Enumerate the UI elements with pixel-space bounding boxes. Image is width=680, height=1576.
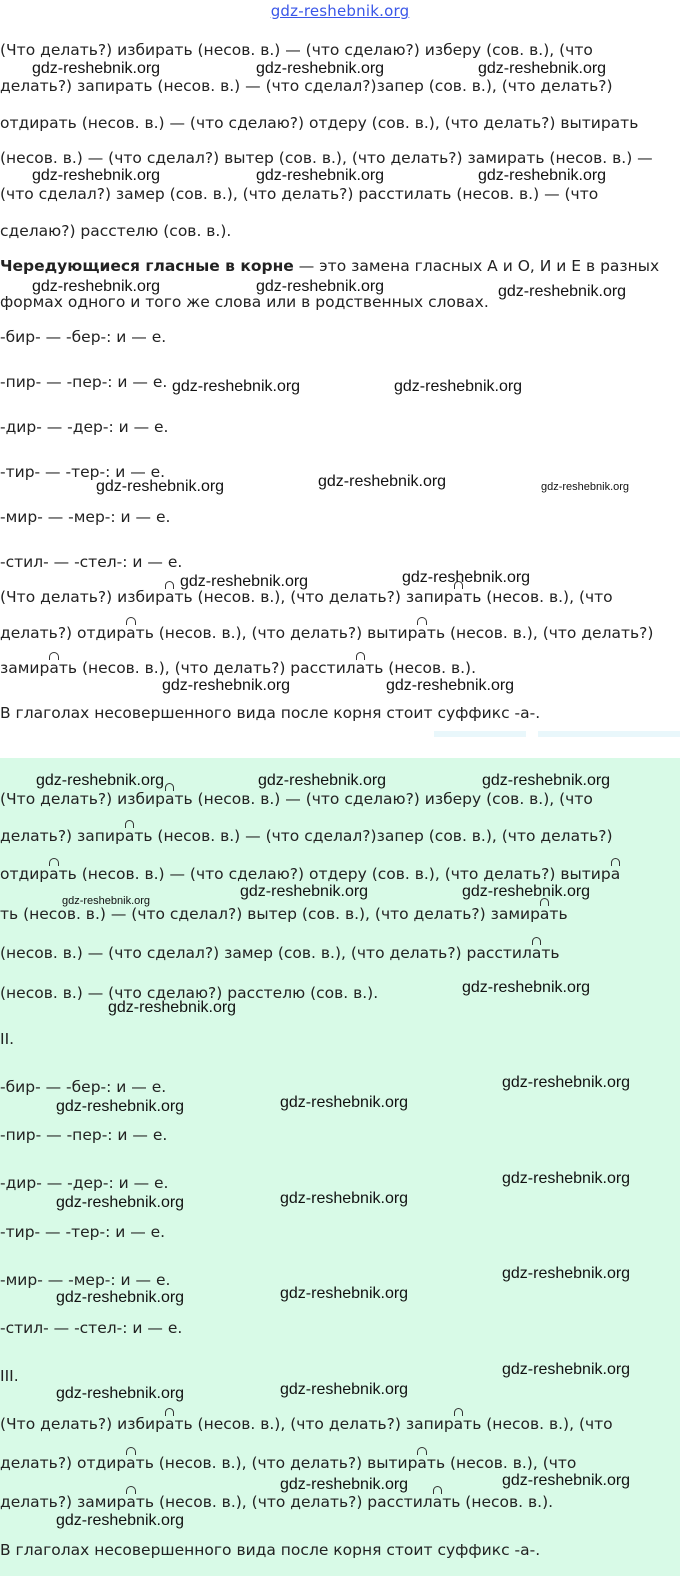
top-text-line: делать?) запирать (несов. в.) — (что сделал?)запер (сов. в.), (что делать?) [0, 77, 613, 95]
top-text-line: (что сделал?) замер (сов. в.), (что делать?) расстилать (несов. в.) — (что [0, 185, 599, 203]
answer-line: (несов. в.) — (что сделал?) замер (сов. в.), (что делать?) расстилать [0, 944, 560, 962]
root-pair: -дир- — -дер-: и — е. [0, 418, 169, 436]
stress-mark: а [417, 1454, 427, 1472]
stress-mark: а [453, 588, 464, 606]
stress-line: замирать (несов. в.), (что делать?) расстилать (несов. в.). [0, 659, 477, 677]
watermark: gdz-reshebnik.org [541, 481, 630, 493]
watermark: gdz-reshebnik.org [280, 1285, 409, 1302]
divider-stripe [434, 731, 526, 737]
watermark: gdz-reshebnik.org [502, 1074, 631, 1091]
watermark: gdz-reshebnik.org [318, 473, 447, 490]
watermark: gdz-reshebnik.org [256, 60, 385, 77]
site-watermark-header[interactable]: gdz-reshebnik.org [270, 2, 410, 20]
top-text-line: (несов. в.) — (что сделал?) вытер (сов. в.), (что делать?) замирать (несов. в.) — [0, 149, 653, 167]
top-text-line: (Что делать?) избирать (несов. в.) — (что сделаю?) изберу (сов. в.), (что [0, 41, 593, 59]
root-pair: -тир- — -тер-: и — е. [0, 1223, 166, 1241]
answer-line: отдирать (несов. в.) — (что сделаю?) отдеру (сов. в.), (что делать?) вытира [0, 865, 621, 883]
watermark: gdz-reshebnik.org [180, 573, 309, 590]
watermark: gdz-reshebnik.org [280, 1381, 409, 1398]
watermark: gdz-reshebnik.org [162, 677, 291, 694]
watermark: gdz-reshebnik.org [482, 772, 611, 789]
rule-term: Чередующиеся гласные в корне [0, 257, 294, 275]
watermark: gdz-reshebnik.org [258, 772, 387, 789]
watermark: gdz-reshebnik.org [280, 1094, 409, 1111]
section-number: II. [0, 1030, 15, 1048]
watermark: gdz-reshebnik.org [502, 1472, 631, 1489]
stress-mark: а [432, 1493, 443, 1511]
root-pair: -бир- — -бер-: и — е. [0, 1078, 167, 1096]
section-number: III. [0, 1367, 19, 1385]
conclusion-text: В глаголах несовершенного вида после корня стоит суффикс -а-. [0, 1541, 541, 1559]
watermark: gdz-reshebnik.org [478, 60, 607, 77]
answer-line: (несов. в.) — (что сделаю?) расстелю (сов. в.). [0, 984, 379, 1002]
watermark: gdz-reshebnik.org [394, 378, 523, 395]
top-text-line: сделаю?) расстелю (сов. в.). [0, 222, 232, 240]
root-pair: -мир- — -мер-: и — е. [0, 1271, 171, 1289]
watermark: gdz-reshebnik.org [498, 283, 627, 300]
watermark: gdz-reshebnik.org [462, 979, 591, 996]
watermark: gdz-reshebnik.org [240, 883, 369, 900]
conclusion-text: В глаголах несовершенного вида после корня стоит суффикс -а-. [0, 704, 541, 722]
watermark: gdz-reshebnik.org [280, 1190, 409, 1207]
root-pair: -дир- — -дер-: и — е. [0, 1174, 169, 1192]
watermark: gdz-reshebnik.org [502, 1265, 631, 1282]
watermark: gdz-reshebnik.org [172, 378, 301, 395]
stress-mark: а [124, 827, 135, 845]
answer-line: (Что делать?) избирать (несов. в.) — (что сделаю?) изберу (сов. в.), (что [0, 790, 593, 808]
watermark: gdz-reshebnik.org [108, 999, 237, 1016]
watermark: gdz-reshebnik.org [36, 772, 165, 789]
stress-mark: а [453, 1415, 464, 1433]
stress-mark: а [164, 588, 175, 606]
root-pair: -стил- — -стел-: и — е. [0, 1319, 183, 1337]
divider-stripe [538, 731, 680, 737]
stress-line: делать?) отдирать (несов. в.), (что делать?) вытирать (несов. в.), (что делать?) [0, 624, 654, 642]
root-pair: -тир- — -тер-: и — е. [0, 463, 166, 481]
watermark: gdz-reshebnik.org [280, 1476, 409, 1493]
top-text-line: отдирать (несов. в.) — (что сделаю?) отдеру (сов. в.), (что делать?) вытирать [0, 114, 639, 132]
answer-line: ть (несов. в.) — (что сделал?) вытер (сов. в.), (что делать?) замирать [0, 905, 568, 923]
stress-line: (Что делать?) избирать (несов. в.), (что делать?) запирать (несов. в.), (что [0, 1415, 613, 1433]
watermark: gdz-reshebnik.org [256, 167, 385, 184]
stress-line: (Что делать?) избирать (несов. в.), (что делать?) запирать (несов. в.), (что [0, 588, 613, 606]
root-pair: -пир- — -пер-: и — е. [0, 1126, 168, 1144]
stress-line: делать?) замирать (несов. в.), (что делать?) расстилать (несов. в.). [0, 1493, 554, 1511]
watermark: gdz-reshebnik.org [402, 569, 531, 586]
root-pair: -пир- — -пер-: и — е. [0, 373, 168, 391]
watermark: gdz-reshebnik.org [256, 278, 385, 295]
stress-mark: а [610, 865, 621, 883]
rule-definition [0, 256, 659, 276]
answer-line: делать?) запирать (несов. в.) — (что сделал?)запер (сов. в.), (что делать?) [0, 827, 613, 845]
stress-mark: а [126, 624, 136, 642]
watermark: gdz-reshebnik.org [502, 1361, 631, 1378]
root-pair: -мир- — -мер-: и — е. [0, 508, 171, 526]
root-pair: -стил- — -стел-: и — е. [0, 553, 183, 571]
watermark: gdz-reshebnik.org [96, 478, 225, 495]
stress-mark: а [539, 905, 550, 923]
watermark: gdz-reshebnik.org [62, 895, 151, 907]
watermark: gdz-reshebnik.org [32, 167, 161, 184]
stress-mark: а [164, 790, 175, 808]
stress-mark: а [49, 865, 59, 883]
stress-mark: а [417, 624, 427, 642]
stress-mark: а [126, 1454, 136, 1472]
root-pair: -бир- — -бер-: и — е. [0, 328, 167, 346]
stress-line: делать?) отдирать (несов. в.), (что делать?) вытирать (несов. в.), (что [0, 1454, 577, 1472]
watermark: gdz-reshebnik.org [386, 677, 515, 694]
rule-definition-line2: формах одного и того же слова или в родственных словах. [0, 293, 489, 311]
rule-text: — это замена гласных А и О, И и Е в разных [293, 257, 660, 275]
watermark: gdz-reshebnik.org [56, 1194, 185, 1211]
watermark: gdz-reshebnik.org [462, 883, 591, 900]
watermark: gdz-reshebnik.org [56, 1385, 185, 1402]
watermark: gdz-reshebnik.org [32, 60, 161, 77]
watermark: gdz-reshebnik.org [56, 1098, 185, 1115]
watermark: gdz-reshebnik.org [478, 167, 607, 184]
stress-mark: а [49, 659, 59, 677]
watermark: gdz-reshebnik.org [56, 1512, 185, 1529]
stress-mark: а [126, 1493, 136, 1511]
stress-mark: а [531, 944, 542, 962]
stress-mark: а [164, 1415, 175, 1433]
stress-mark: а [355, 659, 366, 677]
watermark: gdz-reshebnik.org [32, 278, 161, 295]
watermark: gdz-reshebnik.org [502, 1170, 631, 1187]
watermark: gdz-reshebnik.org [56, 1289, 185, 1306]
